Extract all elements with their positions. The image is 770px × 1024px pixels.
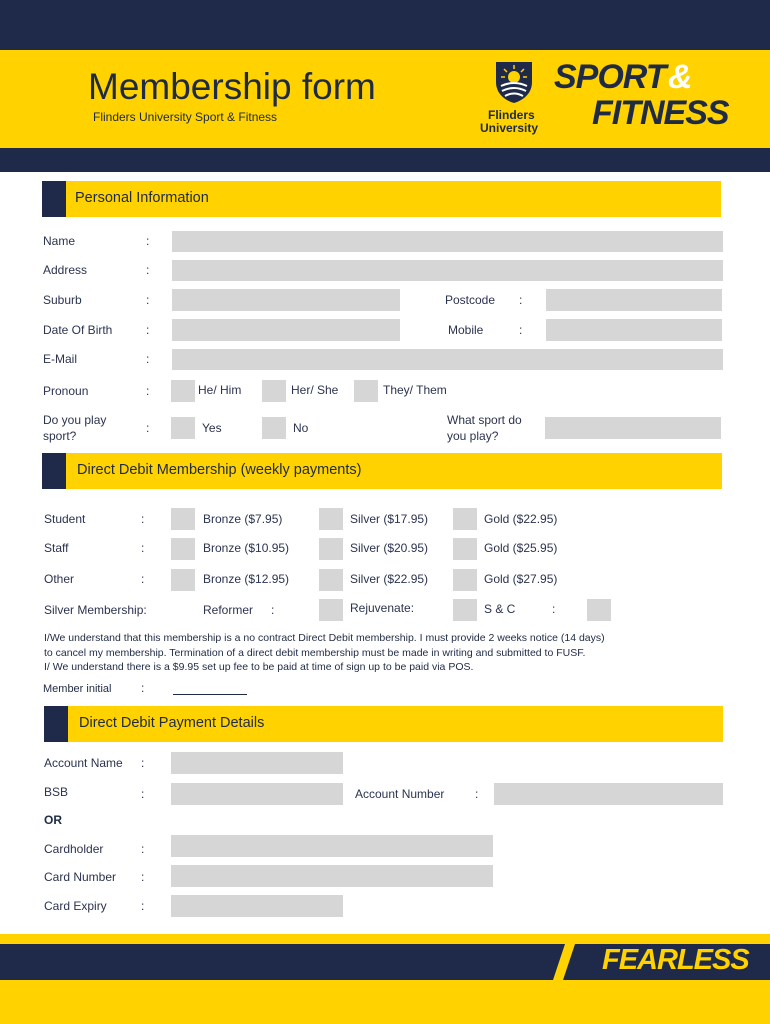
- section-title: Direct Debit Membership (weekly payments): [77, 462, 362, 478]
- cardholder-label: Cardholder: [44, 842, 104, 856]
- other-bronze-checkbox[interactable]: [171, 569, 195, 591]
- postcode-colon: :: [519, 293, 523, 307]
- play-sport-colon: :: [146, 421, 150, 435]
- terms-line: I/We understand that this membership is a no contract Direct Debit membership. I must provide 2 weeks notice (14 days): [44, 632, 605, 644]
- staff-label: Staff: [44, 541, 69, 555]
- brand-fitness-text: FITNESS: [592, 94, 729, 132]
- uni-logo-text-2: University: [480, 121, 539, 135]
- footer-slogan: FEARLESS: [602, 944, 749, 976]
- bsb-field[interactable]: [171, 783, 343, 805]
- mobile-field[interactable]: [546, 319, 722, 341]
- staff-silver-checkbox[interactable]: [319, 538, 343, 560]
- pronoun-they-checkbox[interactable]: [354, 380, 378, 402]
- what-sport-label-line2: you play?: [447, 429, 499, 443]
- top-band: [0, 0, 770, 50]
- other-colon: :: [141, 572, 145, 586]
- student-gold-checkbox[interactable]: [453, 508, 477, 530]
- play-sport-no-label: No: [293, 421, 309, 435]
- staff-bronze-label: Bronze ($10.95): [203, 541, 290, 555]
- section-marker: [42, 453, 66, 489]
- silver-membership-label: Silver Membership:: [44, 603, 147, 617]
- card-number-colon: :: [141, 870, 145, 884]
- staff-silver-label: Silver ($20.95): [350, 541, 429, 555]
- email-colon: :: [146, 352, 150, 366]
- student-label: Student: [44, 512, 86, 526]
- terms-line: I/ We understand there is a $9.95 set up fee to be paid at time of sign up to be paid via POS.: [44, 661, 474, 673]
- name-label: Name: [43, 234, 76, 248]
- pronoun-she-checkbox[interactable]: [262, 380, 286, 402]
- brand-sport-text: SPORT: [554, 58, 666, 96]
- member-initial-label: Member initial: [43, 683, 112, 695]
- name-colon: :: [146, 234, 150, 248]
- staff-gold-checkbox[interactable]: [453, 538, 477, 560]
- bsb-label: BSB: [44, 785, 69, 799]
- staff-gold-label: Gold ($25.95): [484, 541, 558, 555]
- student-silver-label: Silver ($17.95): [350, 512, 429, 526]
- account-number-field[interactable]: [494, 783, 723, 805]
- postcode-label: Postcode: [445, 293, 496, 307]
- suburb-label: Suburb: [43, 293, 82, 307]
- section-title: Direct Debit Payment Details: [79, 715, 265, 731]
- section-marker: [42, 181, 66, 217]
- member-initial-line[interactable]: [173, 694, 247, 695]
- section-direct-debit-membership: [42, 453, 722, 489]
- section-marker: [44, 706, 68, 742]
- suburb-colon: :: [146, 293, 150, 307]
- section-personal-information: [42, 181, 721, 217]
- student-colon: :: [141, 512, 145, 526]
- cardholder-field[interactable]: [171, 835, 493, 857]
- staff-bronze-checkbox[interactable]: [171, 538, 195, 560]
- email-field[interactable]: [172, 349, 723, 370]
- postcode-field[interactable]: [546, 289, 722, 311]
- email-label: E-Mail: [43, 352, 78, 366]
- pronoun-he-checkbox[interactable]: [171, 380, 195, 402]
- reformer-checkbox[interactable]: [319, 599, 343, 621]
- page-title: Membership form: [88, 66, 376, 107]
- flinders-logo: [476, 60, 552, 138]
- terms-line: to cancel my membership. Termination of a direct debit membership must be made in writing and submitted to FUSF.: [44, 646, 586, 659]
- student-bronze-checkbox[interactable]: [171, 508, 195, 530]
- rejuvenate-checkbox[interactable]: [453, 599, 477, 621]
- university-crest-icon: [494, 60, 534, 104]
- section-payment-details: [44, 706, 723, 742]
- bsb-colon: :: [141, 787, 145, 801]
- sc-colon: :: [552, 602, 556, 616]
- name-field[interactable]: [172, 231, 723, 252]
- sport-fitness-logo: [552, 58, 742, 134]
- dob-colon: :: [146, 323, 150, 337]
- pronoun-she-label: Her/ She: [291, 383, 339, 397]
- cardholder-colon: :: [141, 842, 145, 856]
- reformer-colon: :: [271, 603, 275, 617]
- section-title: Personal Information: [75, 190, 209, 206]
- other-silver-label: Silver ($22.95): [350, 572, 429, 586]
- sc-checkbox[interactable]: [587, 599, 611, 621]
- play-sport-no-checkbox[interactable]: [262, 417, 286, 439]
- mobile-colon: :: [519, 323, 523, 337]
- page-subtitle: Flinders University Sport & Fitness: [93, 110, 278, 124]
- pronoun-colon: :: [146, 384, 150, 398]
- address-colon: :: [146, 263, 150, 277]
- pronoun-they-label: They/ Them: [383, 383, 447, 397]
- play-sport-question-line1: Do you play: [43, 413, 107, 427]
- brand-ampersand: &: [668, 58, 693, 96]
- or-label: OR: [44, 813, 62, 827]
- what-sport-label-line1: What sport do: [447, 413, 522, 427]
- other-bronze-label: Bronze ($12.95): [203, 572, 290, 586]
- address-label: Address: [43, 263, 88, 277]
- play-sport-question-line2: sport?: [43, 429, 77, 443]
- dob-field[interactable]: [172, 319, 400, 341]
- pronoun-he-label: He/ Him: [198, 383, 242, 397]
- rejuvenate-label: Rejuvenate:: [350, 601, 415, 615]
- card-expiry-label: Card Expiry: [44, 899, 107, 913]
- card-expiry-field[interactable]: [171, 895, 343, 917]
- account-number-colon: :: [475, 787, 479, 801]
- account-name-colon: :: [141, 756, 145, 770]
- dob-label: Date Of Birth: [43, 323, 113, 337]
- sc-label: S & C: [484, 602, 516, 616]
- uni-logo-text-1: Flinders: [488, 108, 535, 122]
- staff-colon: :: [141, 541, 145, 555]
- suburb-field[interactable]: [172, 289, 400, 311]
- card-number-field[interactable]: [171, 865, 493, 887]
- card-number-label: Card Number: [44, 870, 117, 884]
- other-gold-label: Gold ($27.95): [484, 572, 558, 586]
- reformer-label: Reformer: [203, 603, 254, 617]
- account-name-label: Account Name: [44, 756, 123, 770]
- play-sport-yes-label: Yes: [202, 421, 222, 435]
- footer-bottom-stripe: [0, 980, 770, 1024]
- what-sport-field[interactable]: [545, 417, 721, 439]
- header-lower-band: [0, 148, 770, 172]
- student-gold-label: Gold ($22.95): [484, 512, 558, 526]
- other-gold-checkbox[interactable]: [453, 569, 477, 591]
- student-silver-checkbox[interactable]: [319, 508, 343, 530]
- play-sport-yes-checkbox[interactable]: [171, 417, 195, 439]
- other-label: Other: [44, 572, 75, 586]
- account-number-label: Account Number: [355, 787, 445, 801]
- footer-slash-graphic: [553, 944, 583, 980]
- pronoun-label: Pronoun: [43, 384, 89, 398]
- mobile-label: Mobile: [448, 323, 484, 337]
- membership-terms: [44, 631, 605, 675]
- card-expiry-colon: :: [141, 899, 145, 913]
- other-silver-checkbox[interactable]: [319, 569, 343, 591]
- account-name-field[interactable]: [171, 752, 343, 774]
- address-field[interactable]: [172, 260, 723, 281]
- student-bronze-label: Bronze ($7.95): [203, 512, 283, 526]
- member-initial-colon: :: [141, 681, 145, 695]
- footer-top-stripe: [0, 934, 770, 944]
